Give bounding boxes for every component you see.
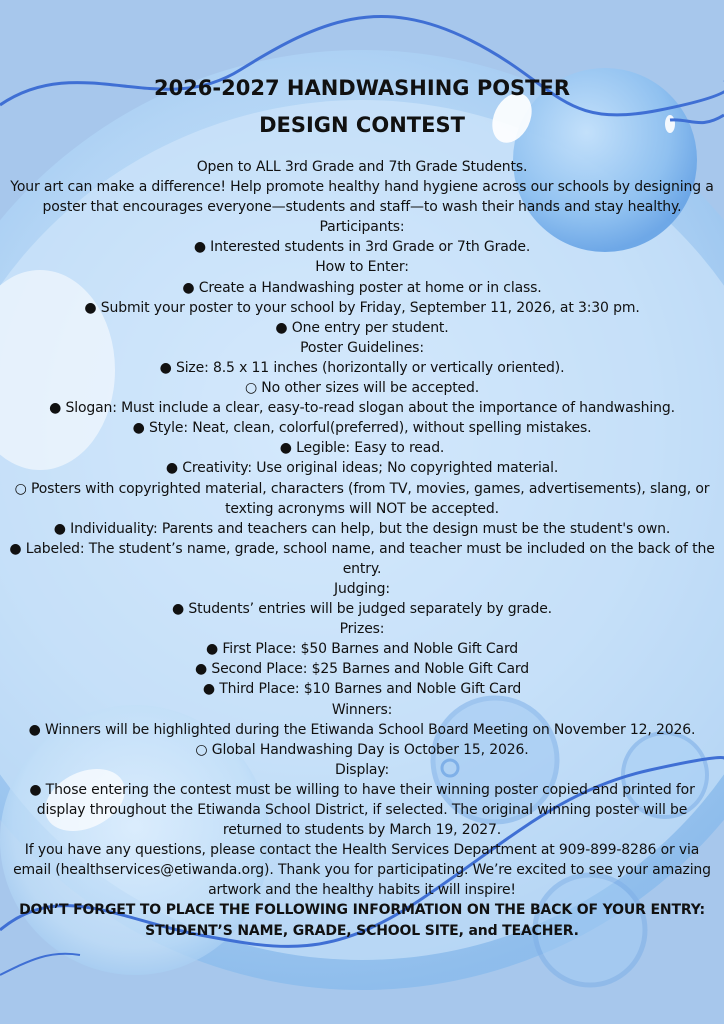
guideline-item: ● Individuality: Parents and teachers can help, but the design must be the student's own. bbox=[53, 520, 671, 537]
description-line-1: Your art can make a difference! Help promote healthy hand hygiene across our schools by designing a bbox=[10, 179, 714, 196]
poster-title bbox=[0, 70, 724, 144]
winners-item: ● Winners will be highlighted during the Etiwanda School Board Meeting on November 12, 2026. bbox=[28, 721, 696, 738]
judging-heading: Judging: bbox=[334, 580, 390, 597]
winners-item: ○ Global Handwashing Day is October 15, 2026. bbox=[195, 741, 529, 758]
open-to-text: Open to ALL 3rd Grade and 7th Grade Students. bbox=[196, 159, 528, 175]
guideline-item: texting acronyms will NOT be accepted. bbox=[225, 500, 499, 517]
contact-line: If you have any questions, please contact the Health Services Department at 909-899-8286 or via bbox=[24, 842, 700, 859]
guideline-item: ● Legible: Easy to read. bbox=[279, 440, 445, 457]
guideline-item: ● Labeled: The student’s name, grade, school name, and teacher must be included on the back of the bbox=[9, 540, 715, 557]
how-to-enter-heading: How to Enter: bbox=[315, 259, 409, 276]
guideline-item: entry. bbox=[342, 560, 382, 577]
guideline-item: ● Style: Neat, clean, colorful(preferred), without spelling mistakes. bbox=[132, 420, 592, 437]
guideline-item: ● Creativity: Use original ideas; No copyrighted material. bbox=[165, 460, 559, 477]
participants-item: ● Interested students in 3rd Grade or 7th Grade. bbox=[193, 239, 531, 256]
display-item: display throughout the Etiwanda School District, if selected. The original winning poster will be bbox=[36, 802, 688, 818]
guideline-item: ● Slogan: Must include a clear, easy-to-read slogan about the importance of handwashing. bbox=[49, 400, 675, 417]
guideline-item: ● Size: 8.5 x 11 inches (horizontally or vertically oriented). bbox=[159, 359, 565, 376]
judging-item: ● Students’ entries will be judged separately by grade. bbox=[172, 601, 552, 618]
title-line-2: DESIGN CONTEST bbox=[259, 113, 465, 137]
how-to-enter-item: ● Create a Handwashing poster at home or in class. bbox=[182, 279, 542, 296]
title-line-1: 2026-2027 HANDWASHING POSTER bbox=[153, 76, 571, 100]
prize-item: ● Second Place: $25 Barnes and Noble Gift Card bbox=[194, 661, 529, 678]
how-to-enter-item: ● One entry per student. bbox=[275, 319, 449, 336]
participants-heading: Participants: bbox=[319, 219, 405, 236]
contact-line: email (healthservices@etiwanda.org). Thank you for participating. We’re excited to see your amazing bbox=[13, 862, 711, 879]
prize-item: ● Third Place: $10 Barnes and Noble Gift Card bbox=[202, 681, 522, 698]
closing-line-2: STUDENT’S NAME, GRADE, SCHOOL SITE, and TEACHER. bbox=[145, 922, 579, 939]
description-line-2: poster that encourages everyone—students and staff—to wash their hands and stay healthy. bbox=[42, 199, 682, 216]
how-to-enter-item: ● Submit your poster to your school by Friday, September 11, 2026, at 3:30 pm. bbox=[84, 299, 640, 316]
contact-line: artwork and the healthy habits it will inspire! bbox=[208, 882, 516, 899]
closing-line-1: DON’T FORGET TO PLACE THE FOLLOWING INFORMATION ON THE BACK OF YOUR ENTRY: bbox=[19, 902, 705, 919]
prize-item: ● First Place: $50 Barnes and Noble Gift Card bbox=[205, 641, 519, 658]
display-item: ● Those entering the contest must be willing to have their winning poster copied and printed for bbox=[29, 781, 695, 798]
guidelines-heading: Poster Guidelines: bbox=[300, 339, 424, 356]
winners-heading: Winners: bbox=[331, 701, 393, 718]
display-item: returned to students by March 19, 2027. bbox=[222, 822, 502, 839]
guideline-item: ○ No other sizes will be accepted. bbox=[244, 380, 480, 397]
contest-details bbox=[4, 157, 720, 941]
prizes-heading: Prizes: bbox=[339, 621, 385, 638]
display-heading: Display: bbox=[334, 761, 390, 778]
guideline-item: ○ Posters with copyrighted material, characters (from TV, movies, games, advertisements), slang, or bbox=[14, 480, 710, 497]
